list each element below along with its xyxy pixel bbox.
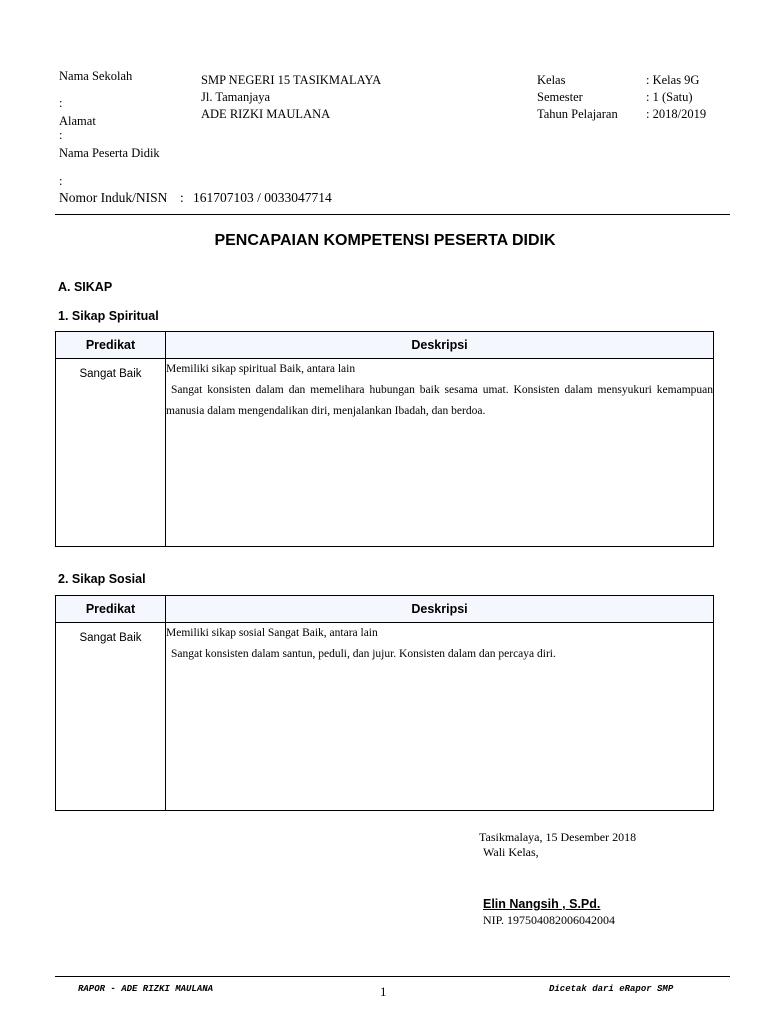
deskripsi-header: Deskripsi xyxy=(166,332,714,359)
sikap-spiritual-heading: 1. Sikap Spiritual xyxy=(58,309,159,323)
deskripsi-detail: Sangat konsisten dalam santun, peduli, dan jujur. Konsisten dalam dan percaya diri. xyxy=(171,648,556,660)
nisn-label: Nomor Induk/NISN xyxy=(59,190,168,205)
semester-value: : 1 (Satu) xyxy=(646,90,693,104)
wali-kelas-label: Wali Kelas, xyxy=(483,845,539,859)
predikat-cell: Sangat Baik xyxy=(56,623,166,811)
tahun-pelajaran-label: Tahun Pelajaran xyxy=(537,107,618,121)
predikat-header: Predikat xyxy=(56,332,166,359)
deskripsi-cell xyxy=(166,359,714,547)
footer-divider xyxy=(55,976,730,977)
sikap-spiritual-table xyxy=(55,331,714,547)
deskripsi-detail: Sangat konsisten dalam dan memelihara hubungan baik sesama umat. Konsisten dalam mensyukuri kemampuan manusia dalam mengendalikan diri, menjalankan Ibadah, dan berdoa. xyxy=(166,384,713,417)
nama-peserta-value: ADE RIZKI MAULANA xyxy=(201,107,331,121)
colon: : xyxy=(180,190,184,205)
deskripsi-header: Deskripsi xyxy=(166,596,714,623)
colon: : xyxy=(59,96,63,110)
sikap-sosial-table xyxy=(55,595,714,811)
table-row xyxy=(56,359,714,547)
table-row xyxy=(56,623,714,811)
footer-printed-from: Dicetak dari eRapor SMP xyxy=(549,984,674,994)
table-header-row xyxy=(56,596,714,623)
sikap-sosial-heading: 2. Sikap Sosial xyxy=(58,572,146,586)
nisn-value: 161707103 / 0033047714 xyxy=(193,190,332,205)
nama-sekolah-value: SMP NEGERI 15 TASIKMALAYA xyxy=(201,73,382,87)
page-title: PENCAPAIAN KOMPETENSI PESERTA DIDIK xyxy=(214,232,556,249)
teacher-nip: NIP. 197504082006042004 xyxy=(483,913,616,927)
nama-peserta-label: Nama Peserta Didik xyxy=(59,146,160,160)
kelas-value: : Kelas 9G xyxy=(646,73,700,87)
alamat-label: Alamat xyxy=(59,114,96,128)
semester-label: Semester xyxy=(537,90,583,104)
deskripsi-intro: Memiliki sikap sosial Sangat Baik, antara lain xyxy=(166,627,378,639)
nama-sekolah-label: Nama Sekolah xyxy=(59,69,133,83)
colon: : xyxy=(59,128,63,142)
page-number: 1 xyxy=(380,984,387,999)
tahun-pelajaran-value: : 2018/2019 xyxy=(646,107,707,121)
header-divider xyxy=(55,214,730,215)
teacher-name: Elin Nangsih , S.Pd. xyxy=(483,897,601,911)
table-header-row xyxy=(56,332,714,359)
footer-report-label: RAPOR - ADE RIZKI MAULANA xyxy=(78,984,214,994)
deskripsi-cell xyxy=(166,623,714,811)
kelas-label: Kelas xyxy=(537,73,566,87)
alamat-value: Jl. Tamanjaya xyxy=(201,90,271,104)
predikat-cell: Sangat Baik xyxy=(56,359,166,547)
section-a-heading: A. SIKAP xyxy=(58,280,113,294)
predikat-header: Predikat xyxy=(56,596,166,623)
colon: : xyxy=(59,174,63,188)
place-date: Tasikmalaya, 15 Desember 2018 xyxy=(479,830,637,844)
deskripsi-intro: Memiliki sikap spiritual Baik, antara lain xyxy=(166,363,356,375)
